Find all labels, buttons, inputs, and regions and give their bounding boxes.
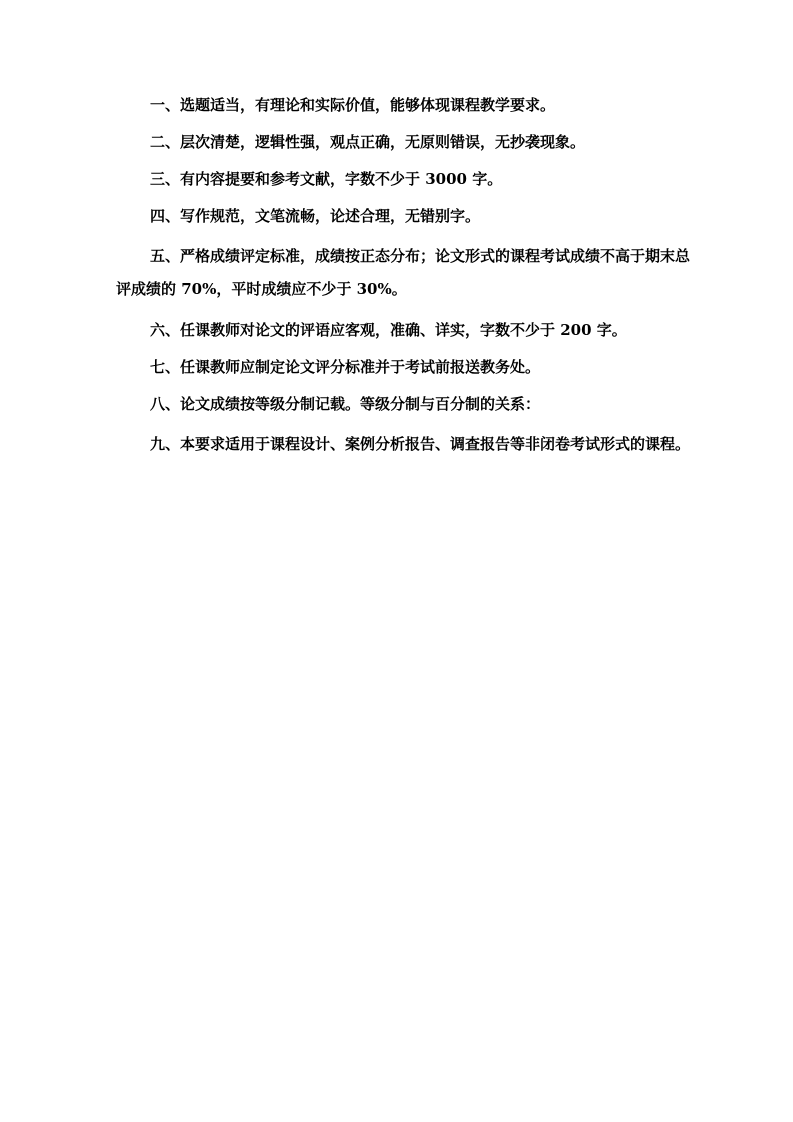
paragraph-4: 四、写作规范，文笔流畅，论述合理，无错别字。 — [150, 207, 481, 225]
paragraph-2: 二、层次清楚，逻辑性强，观点正确，无原则错误，无抄袭现象。 — [150, 133, 586, 151]
paragraph-5: 五、严格成绩评定标准，成绩按正态分布；论文形式的课程考试成绩不高于期末总评成绩的 70%，平时成绩应不少于 30%。 — [116, 247, 691, 298]
paragraph-9: 九、本要求适用于课程设计、案例分析报告、调查报告等非闭卷考试形式的课程。 — [150, 435, 691, 453]
paragraph-7: 七、任课教师应制定论文评分标准并于考试前报送教务处。 — [150, 358, 541, 376]
paragraph-8: 八、论文成绩按等级分制记载。等级分制与百分制的关系： — [150, 395, 541, 413]
paragraph-3: 三、有内容提要和参考文献，字数不少于 3000 字。 — [150, 170, 503, 188]
document-body — [116, 92, 696, 472]
paragraph-6: 六、任课教师对论文的评语应客观，准确、详实，字数不少于 200 字。 — [150, 321, 627, 339]
paragraph-1: 一、选题适当，有理论和实际价值，能够体现课程教学要求。 — [150, 96, 556, 114]
